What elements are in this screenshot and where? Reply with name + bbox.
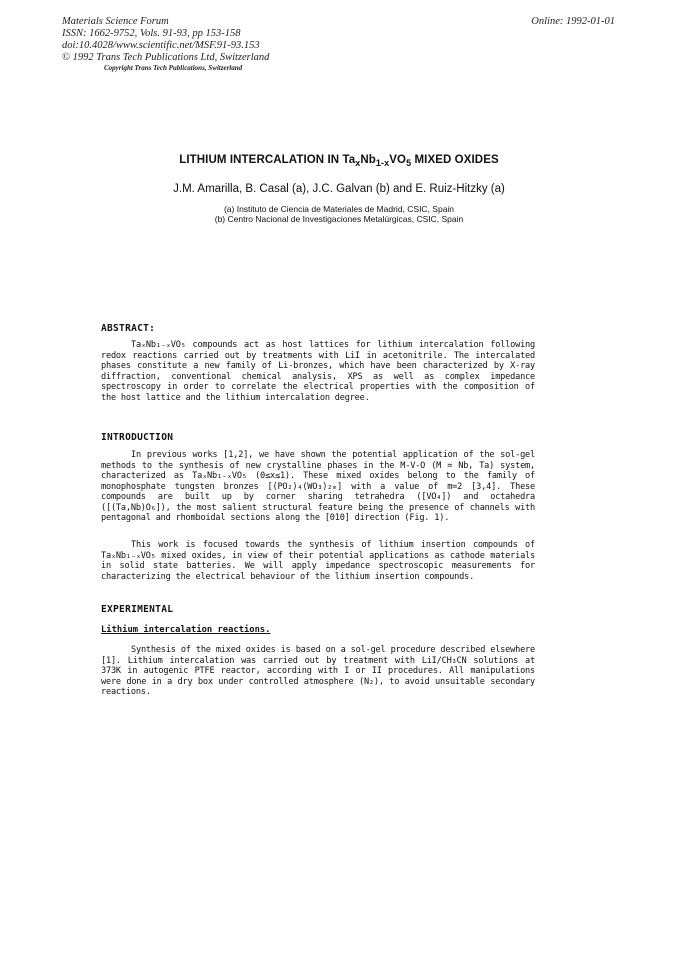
introduction-paragraph: This work is focused towards the synthesis of lithium insertion compounds of TaₓNb₁₋ₓVO₅ mixed oxides, in view of their potential applications as cathode materials in solid state batteries. We will apply impedance spectroscopic measurements for characterizing the electrical behaviour of the lithium insertion compounds. — [101, 540, 535, 582]
affiliation-a: (a) Instituto de Ciencia de Materiales de Madrid, CSIC, Spain — [223, 204, 455, 214]
publisher-line: © 1992 Trans Tech Publications Ltd, Switzerland — [62, 52, 270, 63]
experimental-heading: EXPERIMENTAL — [101, 604, 174, 615]
title-sub: 1-x — [375, 158, 390, 168]
abstract-body — [101, 340, 535, 403]
title-part: MIXED OXIDES — [411, 154, 499, 166]
title-part: Nb — [360, 154, 376, 166]
title-sub: 5 — [406, 158, 412, 168]
introduction-paragraph: In previous works [1,2], we have shown the potential application of the sol-gel methods to the synthesis of new crystalline phases in the M-V-O (M = Nb, Ta) system, characterized as TaₓNb₁₋ₓVO₅ (0≤x≤1). These mixed oxides belong to the family of monophosphate tungsten bronzes [(PO₂)₄(WO₃)₂ₘ] with a value of m=2 [3,4]. These compounds are built up by corner sharing tetrahedra ([VO₄]) and octahedra ([(Ta,Nb)O₆]), the most salient structural feature being the presence of channels with pentagonal and rhomboidal sections along the [010] direction (Fig. 1). — [101, 450, 535, 523]
abstract-heading: ABSTRACT: — [101, 323, 156, 334]
affiliation-b: (b) Centro Nacional de Investigaciones Metalúrgicas, CSIC, Spain — [214, 214, 464, 224]
title-sub: x — [355, 158, 361, 168]
authors: J.M. Amarilla, B. Casal (a), J.C. Galvan (b) and E. Ruiz-Hitzky (a) — [173, 183, 505, 195]
experimental-paragraph: Synthesis of the mixed oxides is based on a sol-gel procedure described elsewhere [1]. Lithium intercalation was carried out by treatment with LiI/CH₃CN solutions at 373K in autogenic PTFE reactor, according with I or II procedures. All manipulations were done in a dry box under controlled atmosphere (N₂), to avoid unsuitable secondary reactions. — [101, 645, 535, 697]
lithium-subheading: Lithium intercalation reactions. — [101, 625, 271, 635]
issn-line: ISSN: 1662-9752, Vols. 91-93, pp 153-158 — [62, 28, 241, 39]
introduction-body-1 — [101, 450, 535, 524]
abstract-paragraph: TaₓNb₁₋ₓVO₅ compounds act as host lattices for lithium intercalation following redox reactions carried out by treatments with LiI in acetonitrile. The intercalated phases constitute a new family of Li-bronzes, which have been characterized by X-ray diffraction, conventional chemical analysis, XPS as well as complex impedance spectroscopy in order to correlate the electrical properties with the composition of the host lattice and the lithium intercalation degree. — [101, 340, 535, 403]
journal-header — [62, 16, 269, 73]
doi-line: doi:10.4028/www.scientific.net/MSF.91-93.153 — [62, 40, 260, 51]
introduction-heading: INTRODUCTION — [101, 432, 174, 443]
journal-name: Materials Science Forum — [62, 16, 169, 27]
title-part: VO — [389, 154, 407, 166]
title-part: LITHIUM INTERCALATION IN Ta — [179, 154, 356, 166]
paper-title — [0, 154, 678, 168]
copyright-line: Copyright Trans Tech Publications, Switzerland — [104, 64, 243, 72]
online-date: Online: 1992-01-01 — [531, 16, 615, 27]
experimental-body — [101, 645, 535, 698]
introduction-body-2 — [101, 540, 535, 582]
